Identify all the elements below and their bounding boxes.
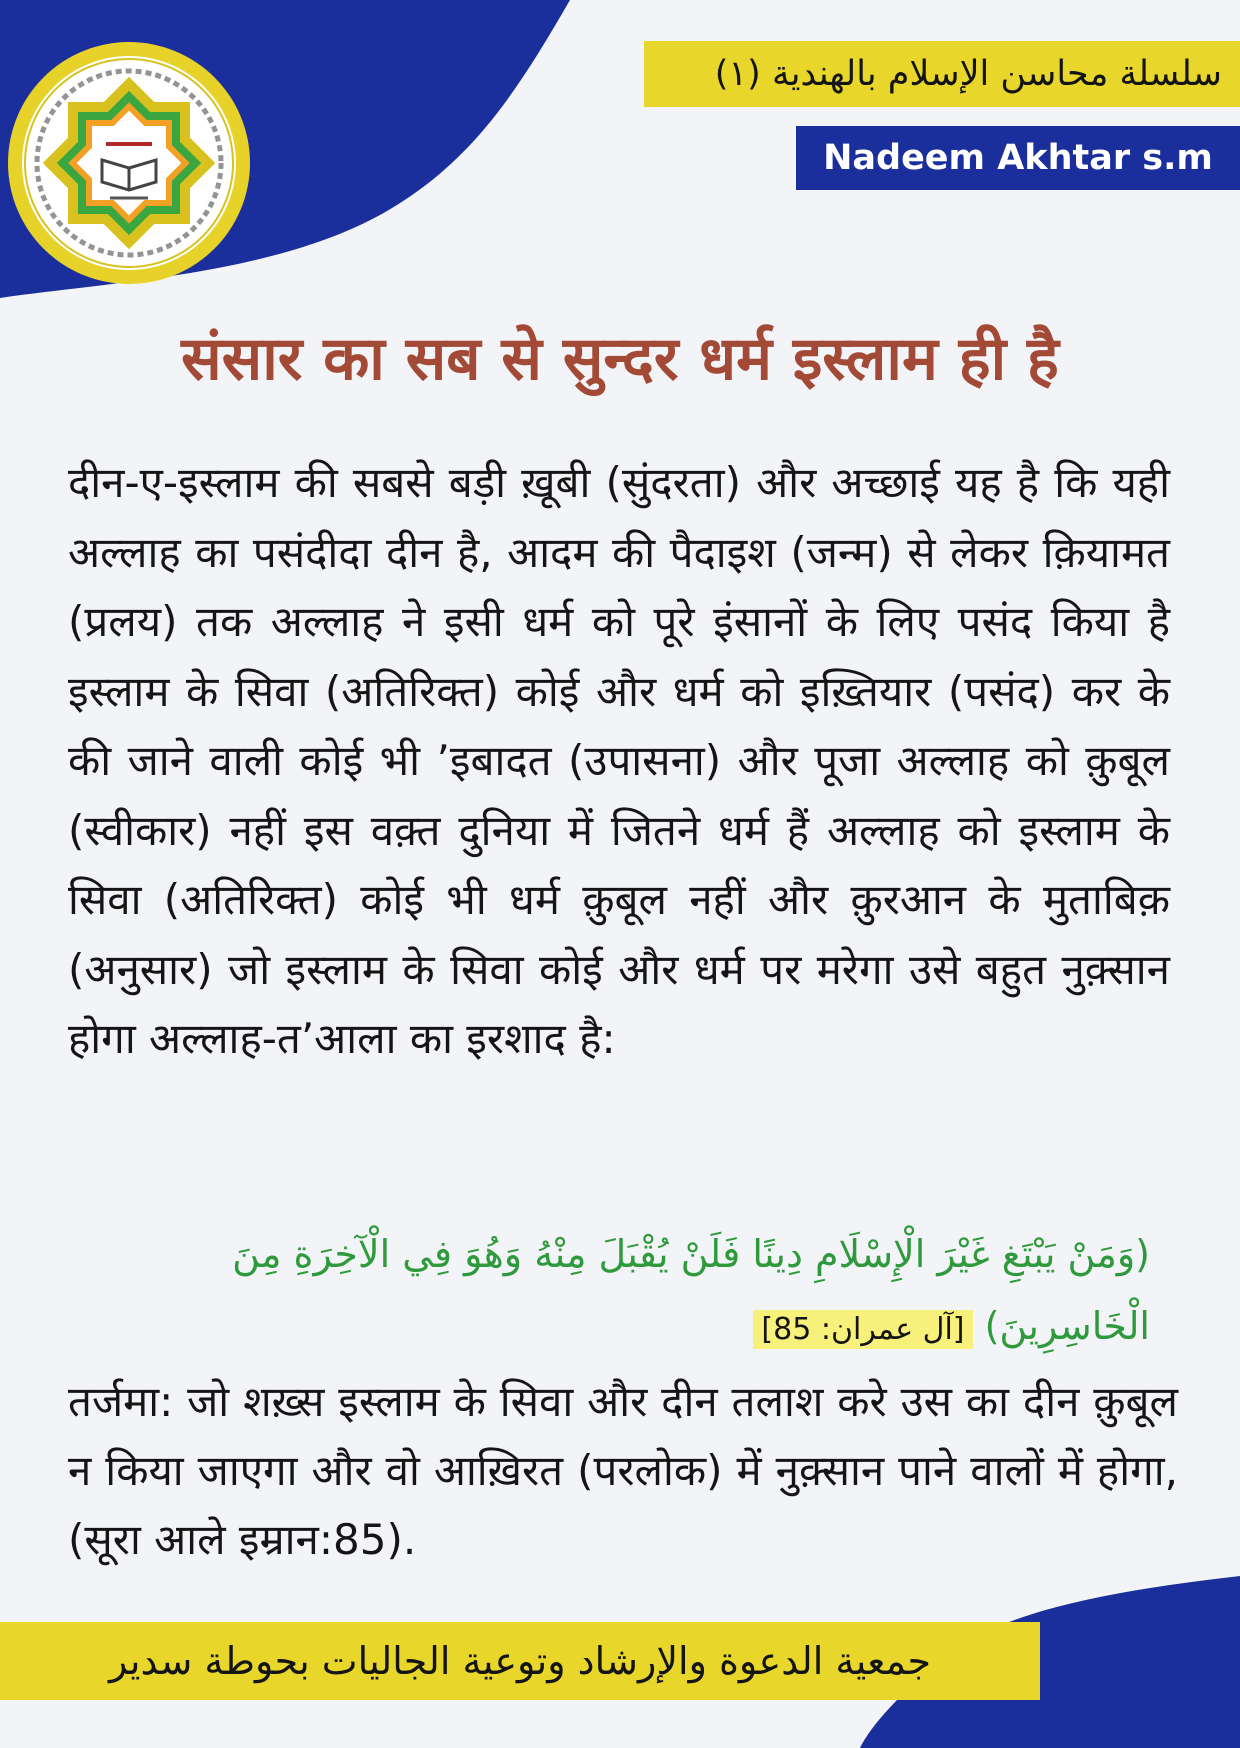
author-banner: [796, 126, 1240, 190]
series-title: سلسلة محاسن الإسلام بالهندية (١): [714, 54, 1222, 94]
verse-text: (وَمَنْ يَبْتَغِ غَيْرَ الْإِسْلَامِ دِينًا فَلَنْ يُقْبَلَ مِنْهُ وَهُوَ فِي الْآخِرَةِ مِنَ الْخَاسِرِينَ): [232, 1232, 1150, 1348]
verse-reference: [آل عمران: 85]: [753, 1310, 972, 1349]
author-name: Nadeem Akhtar s.m: [823, 138, 1213, 178]
article-body: दीन-ए-इस्लाम की सबसे बड़ी ख़ूबी (सुंदरता) और अच्छाई यह है कि यही अल्लाह का पसंदीदा दीन है, आदम की पैदाइश (जन्म) से लेकर क़ियामत (प्रलय) तक अल्लाह ने इसी धर्म को पूरे इंसानों के लिए पसंद किया है इस्लाम के सिवा (अतिरिक्त) कोई और धर्म को इख़्तियार (पसंद) कर के की जाने वाली कोई भी ’इबादत (उपासना) और पूजा अल्लाह को क़ुबूल (स्वीकार) नहीं इस वक़्त दुनिया में जितने धर्म हैं अल्लाह को इस्लाम के सिवा (अतिरिक्त) कोई भी धर्म क़ुबूल नहीं और क़ुरआन के मुताबिक़ (अनुसार) जो इस्लाम के सिवा कोई और धर्म पर मरेगा उसे बहुत नुक़्सान होगा अल्लाह-त’आला का इरशाद है:: [68, 458, 1170, 1063]
organization-seal-icon: [6, 40, 252, 286]
footer-organization: جمعية الدعوة والإرشاد وتوعية الجاليات بحوطة سدير: [108, 1639, 932, 1683]
verse-translation: तर्जमा: जो शख़्स इस्लाम के सिवा और दीन तलाश करे उस का दीन क़ुबूल न किया जाएगा और वो आख़िरत (परलोक) में नुक़्सान पाने वालों में होगा, (सूरा आले इम्रान:85).: [68, 1377, 1178, 1564]
footer-banner: [0, 1622, 1040, 1700]
article-title: संसार का सब से सुन्दर धर्म इस्लाम ही है: [181, 324, 1059, 394]
series-title-banner: [644, 41, 1240, 107]
quran-verse: [100, 1218, 1150, 1366]
